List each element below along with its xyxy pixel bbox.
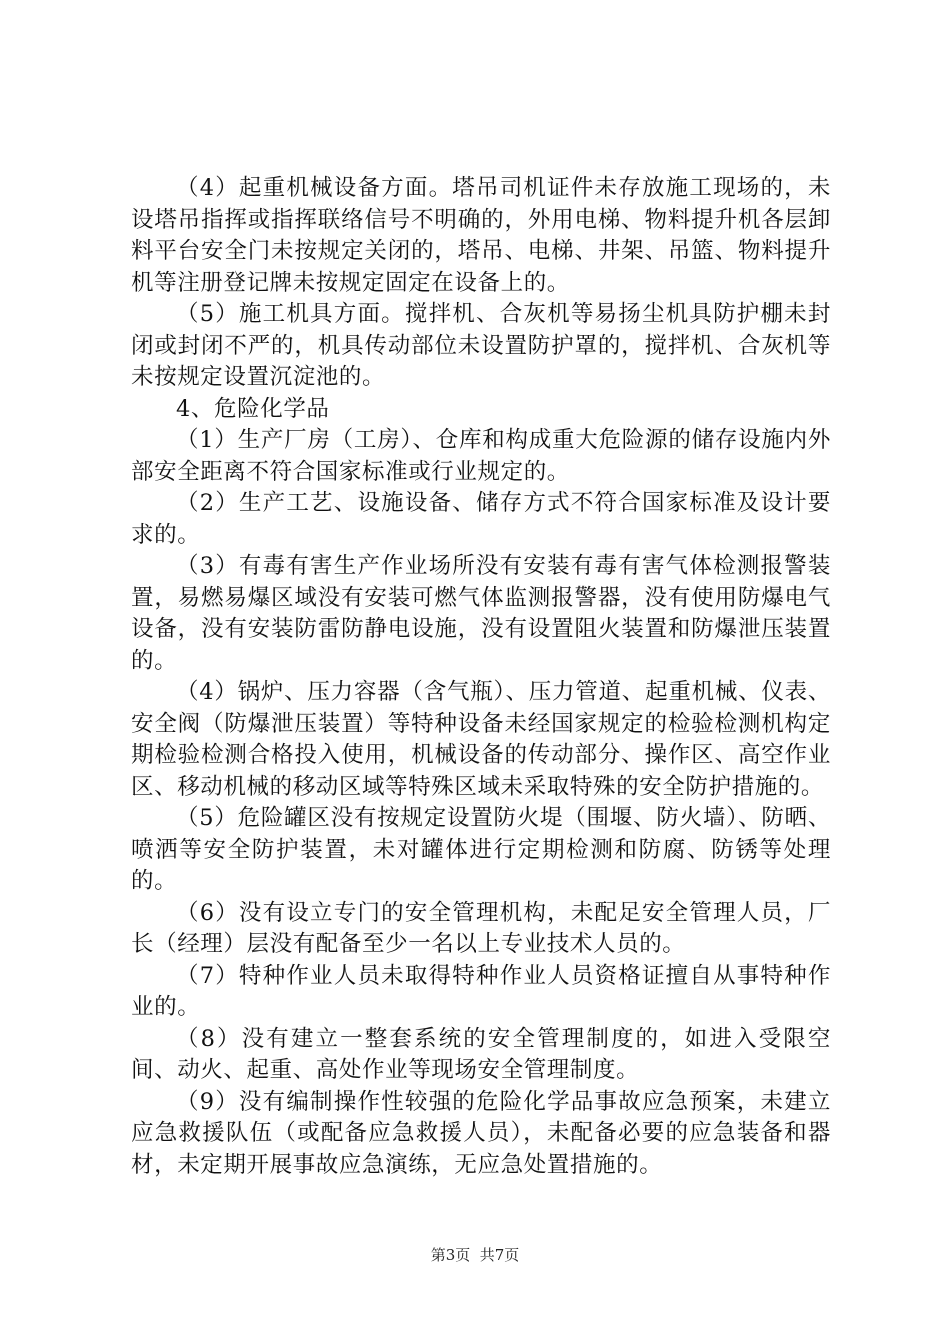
paragraph-item-2: （2）生产工艺、设施设备、储存方式不符合国家标准及设计要求的。	[131, 490, 831, 548]
paragraph-item-6: （6）没有设立专门的安全管理机构，未配足安全管理人员，厂长（经理）层没有配备至少一名以上专业技术人员的。	[131, 899, 831, 957]
paragraph-item-4: （4）锅炉、压力容器（含气瓶）、压力管道、起重机械、仪表、安全阀（防爆泄压装置）等特种设备未经国家规定的检验检测机构定期检验检测合格投入使用，机械设备的传动部分、操作区、高空作业区、移动机械的移动区域等特殊区域未采取特殊的安全防护措施的。	[131, 679, 831, 800]
paragraph-item-9: （9）没有编制操作性较强的危险化学品事故应急预案，未建立应急救援队伍（或配备应急救援人员），未配备必要的应急装备和器材，未定期开展事故应急演练，无应急处置措施的。	[131, 1088, 831, 1178]
paragraph-item-3: （3）有毒有害生产作业场所没有安装有毒有害气体检测报警装置，易燃易爆区域没有安装可燃气体监测报警器，没有使用防爆电气设备，没有安装防雷防静电设施，没有设置阻火装置和防爆泄压装置的。	[131, 553, 831, 674]
paragraph-construction-machinery: （5）施工机具方面。搅拌机、合灰机等易扬尘机具防护棚未封闭或封闭不严的，机具传动部位未设置防护罩的，搅拌机、合灰机等未按规定设置沉淀池的。	[131, 301, 831, 390]
paragraph-crane-equipment: （4）起重机械设备方面。塔吊司机证件未存放施工现场的，未设塔吊指挥或指挥联络信号不明确的，外用电梯、物料提升机各层卸料平台安全门未按规定关闭的，塔吊、电梯、井架、吊篮、物料提升机等注册登记牌未按规定固定在设备上的。	[131, 175, 831, 296]
paragraph-item-1: （1）生产厂房（工房）、仓库和构成重大危险源的储存设施内外部安全距离不符合国家标准或行业规定的。	[131, 427, 831, 485]
paragraph-item-5: （5）危险罐区没有按规定设置防火堤（围堰、防火墙）、防晒、喷洒等安全防护装置，未对罐体进行定期检测和防腐、防锈等处理的。	[131, 805, 831, 894]
paragraph-item-8: （8）没有建立一整套系统的安全管理制度的，如进入受限空间、动火、起重、高处作业等现场安全管理制度。	[131, 1025, 831, 1083]
section-heading-hazardous-chemicals: 4、危险化学品	[176, 395, 330, 422]
paragraph-item-7: （7）特种作业人员未取得特种作业人员资格证擅自从事特种作业的。	[131, 962, 831, 1020]
page-number-footer: 第3页 共7页	[430, 1246, 520, 1264]
document-body	[131, 173, 831, 1181]
